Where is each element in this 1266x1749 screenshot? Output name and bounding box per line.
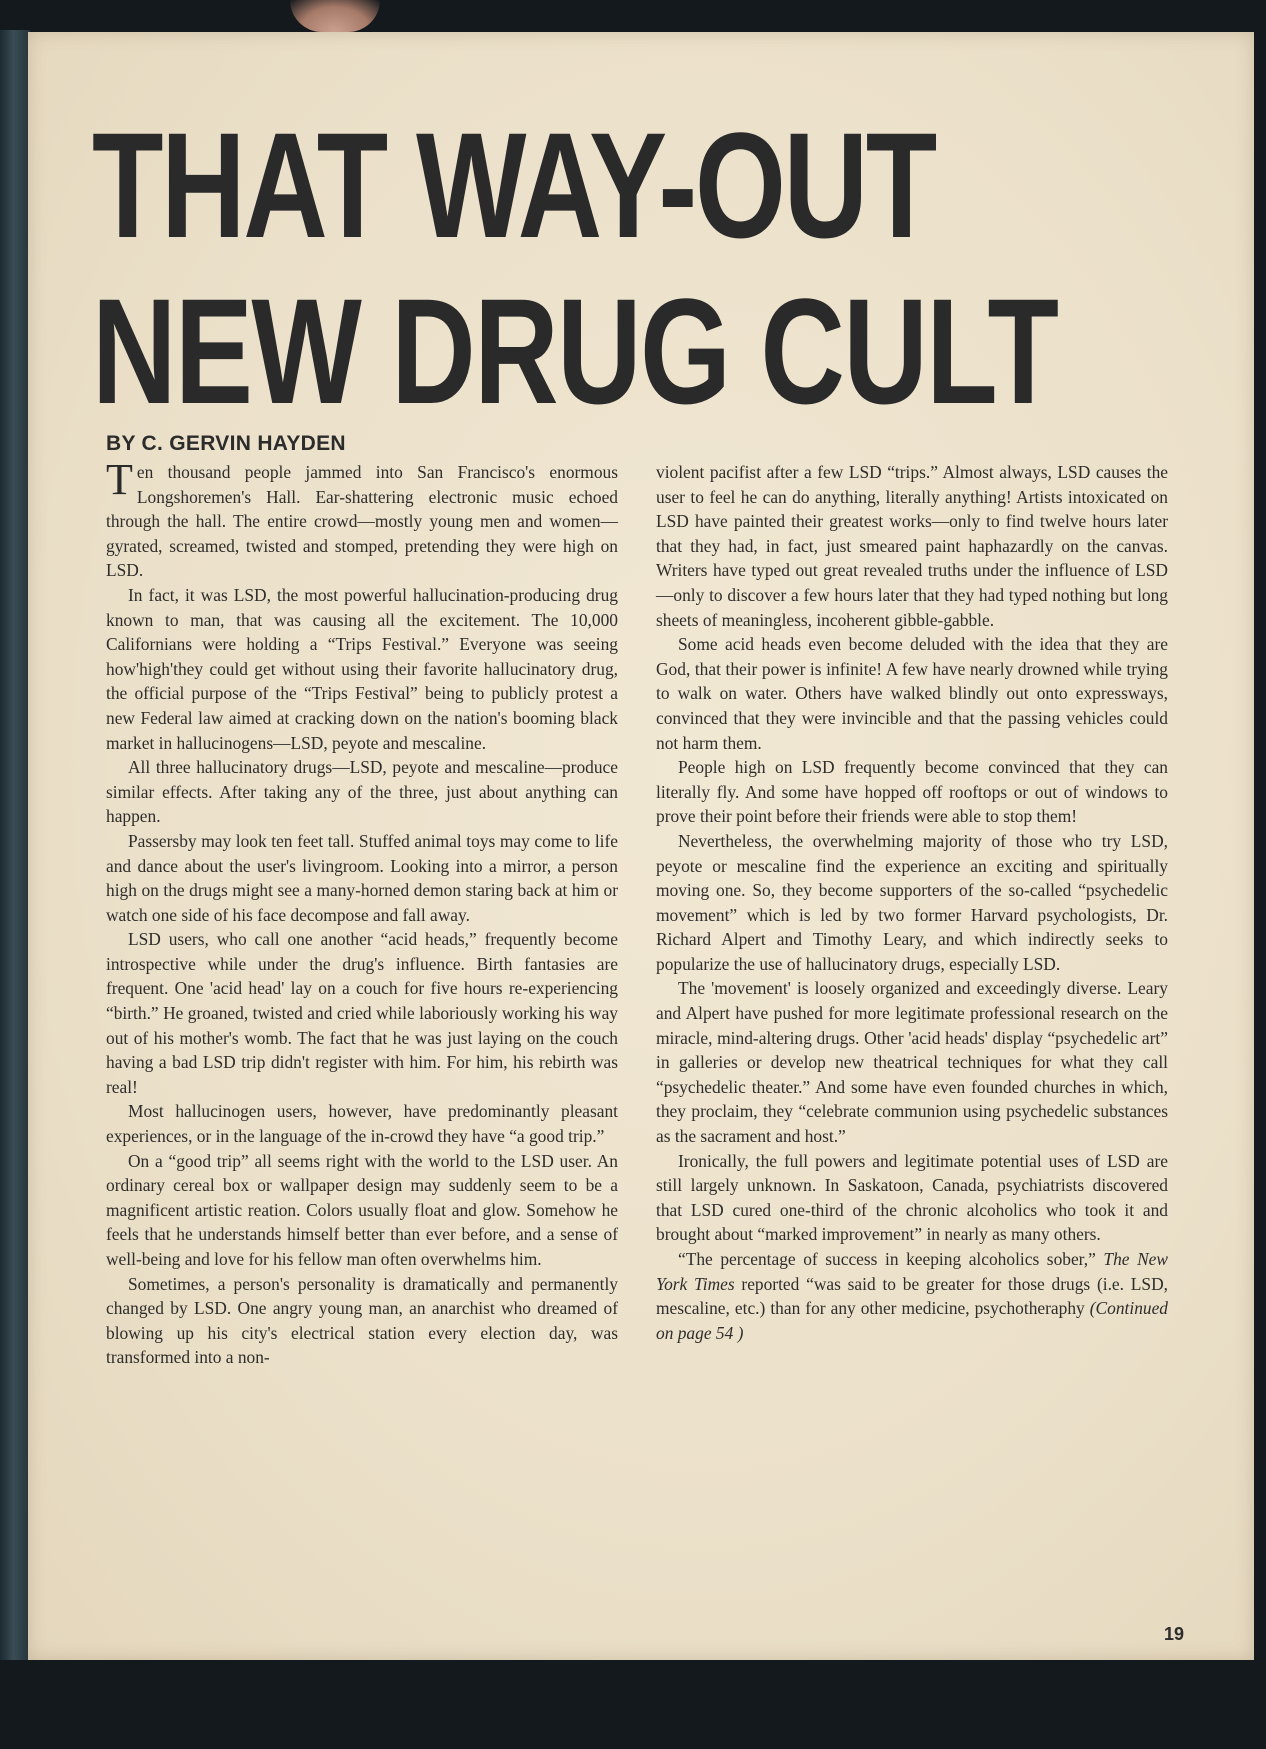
paragraph: Most hallucinogen users, however, have predominantly pleasant experiences, or in the language of the in-crowd they have “a good trip.” <box>106 1101 618 1147</box>
paragraph: “The percentage of success in keeping alcoholics sober,” The New York Times reported “was said to be greater for those drugs (i.e. LSD, mescaline, etc.) than for any other medicine, psychotheraphy (Continued on page 54 ) <box>656 1249 1168 1343</box>
article-headline <box>92 101 1058 435</box>
page-number: 19 <box>1163 1624 1184 1644</box>
paragraph: Ten thousand people jammed into San Francisco's enormous Longshoremen's Hall. Ear-shattering electronic music echoed through the hall. The entire crowd—mostly young men and women—gyrated, screamed, twisted and stomped, pretending they were high on LSD. <box>106 455 618 581</box>
thumb-at-top-edge <box>290 0 380 32</box>
paragraph: Nevertheless, the overwhelming majority of those who try LSD, peyote or mescaline find the experience an exciting and spiritually moving one. So, they become supporters of the so-called “psychedelic movement” which is led by two former Harvard psychologists, Dr. Richard Alpert and Timothy Leary, and which indirectly seeks to popularize the use of hallucinatory drugs, especially LSD. <box>656 830 1168 974</box>
paragraph: Sometimes, a person's personality is dramatically and permanently changed by LSD. One angry young man, an anarchist who dreamed of blowing up his city's electrical station every election day, was transformed into a non- <box>106 1273 618 1368</box>
paragraph: Ironically, the full powers and legitimate potential uses of LSD are still largely unknown. In Saskatoon, Canada, psychiatrists discovered that LSD cured one-third of the chronic alcoholics who took it and brought about “marked improvement” in nearly as many others. <box>656 1150 1168 1245</box>
headline-line-2: NEW DRUG CULT <box>92 267 1058 435</box>
paragraph: On a “good trip” all seems right with the world to the LSD user. An ordinary cereal box or wallpaper design may suddenly seem to be a magnificent artistic reation. Colors usually float and glow. Somehow he feels that he understands himself better than ever before, and a sense of well-being and love for his fellow man often overwhelms him. <box>106 1150 618 1269</box>
paragraph: People high on LSD frequently become convinced that they can literally fly. And some have hopped off rooftops or out of windows to prove their point before their friends were able to stop them! <box>656 757 1168 827</box>
right-column <box>656 460 1168 1345</box>
continued-note: (Continued on page 54 ) <box>656 1298 1168 1343</box>
headline-line-1: THAT WAY-OUT <box>92 101 935 269</box>
magazine-page <box>28 32 1254 1660</box>
magazine-spine <box>0 30 30 1660</box>
byline: BY C. GERVIN HAYDEN <box>106 432 346 455</box>
left-column <box>106 455 618 1370</box>
paragraph: Passersby may look ten feet tall. Stuffed animal toys may come to life and dance about the user's livingroom. Looking into a mirror, a person high on the drugs might see a many-horned demon staring back at him or watch one side of his face decompose and fall away. <box>106 830 618 925</box>
paragraph: The 'movement' is loosely organized and exceedingly diverse. Leary and Alpert have pushed for more legitimate professional research on the miracle, mind-altering drugs. Other 'acid heads' display “psychedelic art” in galleries or develop new theatrical techniques for what they call “psychedelic theater.” And some have even founded churches in which, they proclaim, they “celebrate communion using psychedelic substances as the sacrament and host.” <box>656 978 1168 1147</box>
paragraph: Some acid heads even become deluded with the idea that they are God, that their power is infinite! A few have nearly drowned while trying to walk on water. Others have walked blindly out onto expressways, convinced that they were invincible and that the passing vehicles could not harm them. <box>656 634 1168 753</box>
drop-cap: T <box>106 455 133 504</box>
paragraph: violent pacifist after a few LSD “trips.” Almost always, LSD causes the user to feel he can do anything, literally anything! Artists intoxicated on LSD have painted their greatest works—only to find twelve hours later that they had, in fact, just smeared paint haphazardly on the canvas. Writers have typed out great revealed truths under the influence of LSD—only to discover a few hours later that they had typed nothing but long sheets of meaningless, incoherent gibble-gabble. <box>656 462 1168 630</box>
publication-name: The New York Times <box>656 1249 1168 1294</box>
paragraph: In fact, it was LSD, the most powerful hallucination-producing drug known to man, that was causing all the excitement. The 10,000 Californians were holding a “Trips Festival.” Everyone was seeing how'high'they could get without using their favorite hallucinatory drug, the official purpose of the “Trips Festival” being to publicly protest a new Federal law aimed at cracking down on the nation's booming black market in hallucinogens—LSD, peyote and mescaline. <box>106 584 618 753</box>
paragraph: LSD users, who call one another “acid heads,” frequently become introspective while under the drug's influence. Birth fantasies are frequent. One 'acid head' lay on a couch for five hours re-experiencing “birth.” He groaned, twisted and cried while laboriously working his way out of his mother's womb. The fact that he was just laying on the couch having a bad LSD trip didn't register with him. For him, his rebirth was real! <box>106 929 618 1097</box>
paragraph: All three hallucinatory drugs—LSD, peyote and mescaline—produce similar effects. After taking any of the three, just about anything can happen. <box>106 757 618 827</box>
